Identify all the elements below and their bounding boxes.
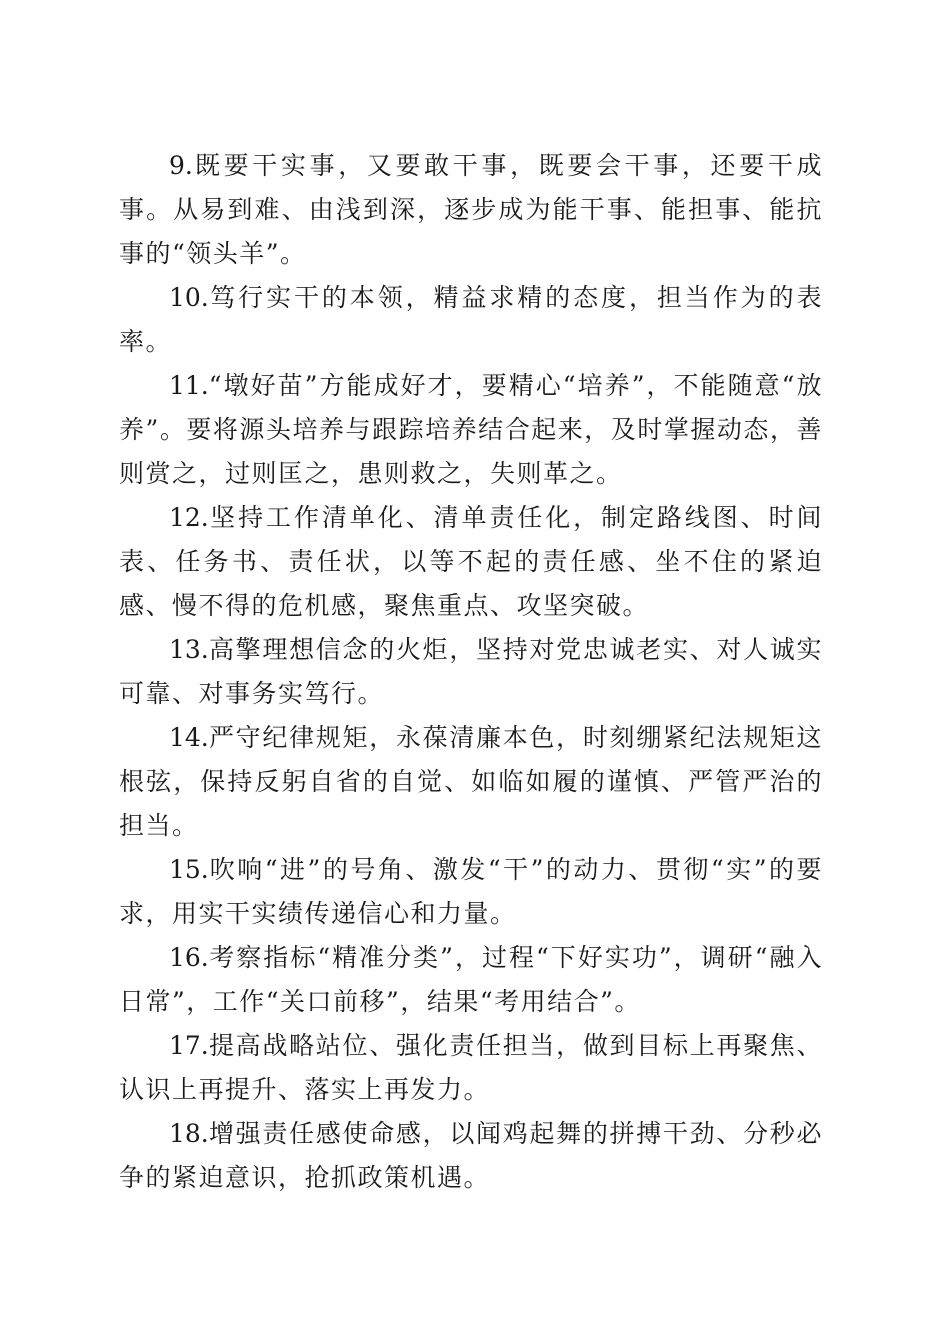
list-item-10	[119, 276, 823, 364]
item-text: 坚持工作清单化、清单责任化，制定路线图、时间表、任务书、责任状，以等不起的责任感、坐不住的紧迫感、慢不得的危机感，聚焦重点、攻坚突破。	[119, 503, 823, 620]
item-text: 高擎理想信念的火炬，坚持对党忠诚老实、对人诚实可靠、对事务实笃行。	[119, 635, 823, 708]
item-text: 吹响“进”的号角、激发“干”的动力、贯彻“实”的要求，用实干实绩传递信心和力量。	[119, 855, 823, 928]
list-item-12	[119, 496, 823, 628]
list-item-18	[119, 1112, 823, 1200]
list-item-9	[119, 144, 823, 276]
list-item-14	[119, 716, 823, 848]
item-number: 18.	[169, 1119, 209, 1148]
item-number: 17.	[169, 1031, 209, 1060]
list-item-11	[119, 364, 823, 496]
item-text: “墩好苗”方能成好才，要精心“培养”，不能随意“放养”。要将源头培养与跟踪培养结合起来，及时掌握动态，善则赏之，过则匡之，患则救之，失则革之。	[119, 371, 823, 488]
item-number: 12.	[169, 503, 209, 532]
list-item-15	[119, 848, 823, 936]
item-number: 16.	[169, 943, 209, 972]
list-item-16	[119, 936, 823, 1024]
item-text: 考察指标“精准分类”，过程“下好实功”，调研“融入日常”，工作“关口前移”，结果“考用结合”。	[119, 943, 823, 1016]
item-number: 11.	[169, 371, 209, 400]
item-text: 提高战略站位、强化责任担当，做到目标上再聚焦、认识上再提升、落实上再发力。	[119, 1031, 823, 1104]
item-text: 严守纪律规矩，永葆清廉本色，时刻绷紧纪法规矩这根弦，保持反躬自省的自觉、如临如履的谨慎、严管严治的担当。	[119, 723, 823, 840]
document-page	[119, 144, 823, 1200]
item-number: 9.	[169, 151, 193, 180]
item-number: 13.	[169, 635, 209, 664]
item-number: 15.	[169, 855, 209, 884]
item-number: 14.	[169, 723, 209, 752]
item-number: 10.	[169, 283, 209, 312]
item-text: 增强责任感使命感，以闻鸡起舞的拼搏干劲、分秒必争的紧迫意识，抢抓政策机遇。	[119, 1119, 823, 1192]
list-item-13	[119, 628, 823, 716]
item-text: 笃行实干的本领，精益求精的态度，担当作为的表率。	[119, 283, 823, 356]
list-item-17	[119, 1024, 823, 1112]
item-text: 既要干实事，又要敢干事，既要会干事，还要干成事。从易到难、由浅到深，逐步成为能干事、能担事、能抗事的“领头羊”。	[119, 151, 823, 268]
